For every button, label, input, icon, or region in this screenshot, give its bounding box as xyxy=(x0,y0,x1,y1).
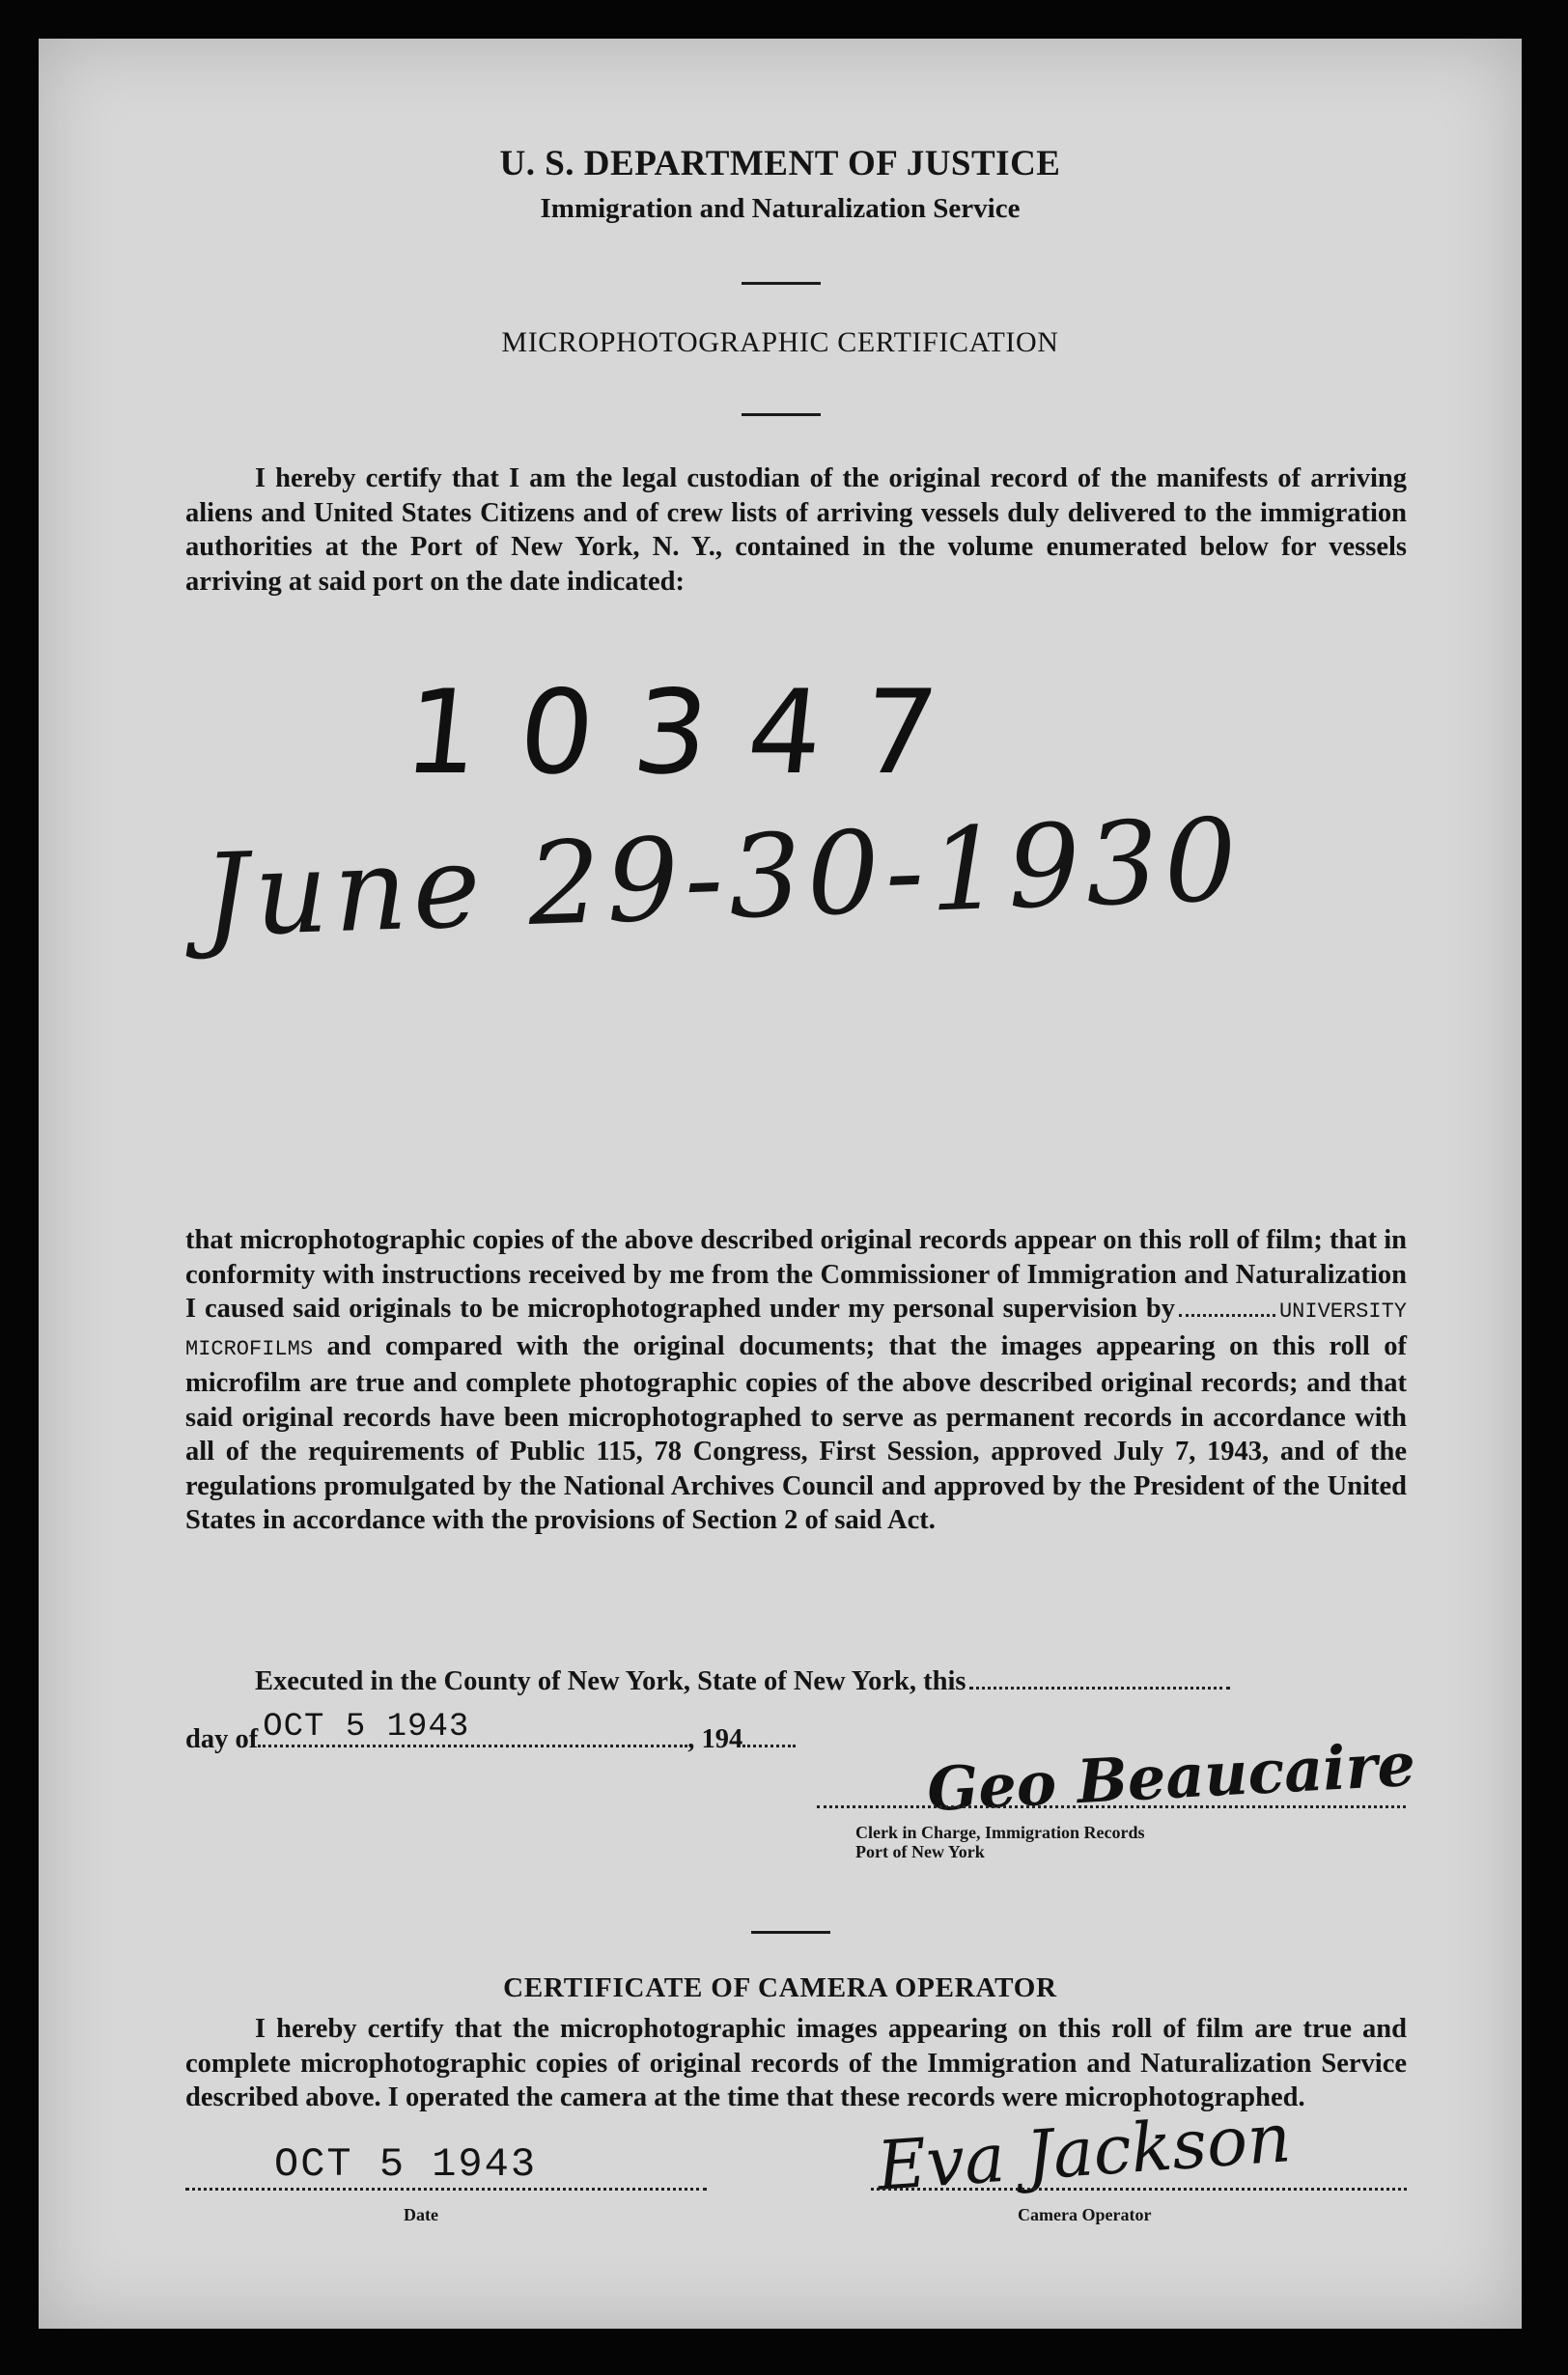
clerk-signature-line xyxy=(817,1805,1406,1808)
day-of-line xyxy=(185,1708,861,1757)
executed-text: Executed in the County of New York, State of New York, this xyxy=(255,1666,966,1696)
intro-paragraph xyxy=(185,461,1407,599)
clerk-title-line2: Port of New York xyxy=(855,1842,985,1861)
divider-bottom xyxy=(751,1931,830,1934)
year-prefix: , 194 xyxy=(687,1724,743,1754)
body-text-part2: and compared with the original documents; that the images appearing on this roll of microfilm are true and complete photographic copies of the above described original records; and that said original records have been microphotographed to serve as permanent records in accordance with all of the requirements of Public 115, 78 Congress, First Session, approved July 7, 1943, and of the regulations promulgated by the National Archives Council and approved by the President of the United States in accordance with the provisions of Section 2 of said Act. xyxy=(185,1330,1407,1535)
service-subheading: Immigration and Naturalization Service xyxy=(540,193,1021,224)
executed-line xyxy=(185,1664,1407,1699)
divider-middle xyxy=(742,413,821,416)
operator-signature-line xyxy=(871,2188,1407,2191)
camera-operator-text: I hereby certify that the microphotographic images appearing on this roll of film are true and complete microphotographic copies of original records of the Immigration and Naturalization Service described above. I operated the camera at the time that these records were microphotographed. xyxy=(185,2014,1407,2112)
date-label: Date xyxy=(404,2205,438,2224)
leader-dots xyxy=(1179,1314,1275,1317)
department-heading: U. S. DEPARTMENT OF JUSTICE xyxy=(499,144,1061,183)
year-dots xyxy=(742,1745,796,1747)
clerk-title-line1: Clerk in Charge, Immigration Records xyxy=(855,1823,1145,1842)
camera-operator-title: CERTIFICATE OF CAMERA OPERATOR xyxy=(503,1972,1057,2003)
body-paragraph xyxy=(185,1223,1407,1538)
operator-signature: Eva Jackson xyxy=(874,2098,1294,2206)
camera-operator-label: Camera Operator xyxy=(1018,2205,1152,2224)
body-text-part1: that microphotographic copies of the above described original records appear on this roll of film; that in conformity with instructions received by me from the Commissioner of Immigration and Naturalization I caused said originals to be microphotographed under my personal supervision by xyxy=(185,1225,1407,1324)
microfilm-company-stamp: UNIVERSITY MICROFILMS xyxy=(185,1299,1407,1361)
handwritten-volume-number: 10347 xyxy=(398,666,985,800)
handwritten-dates: June 29-30-1930 xyxy=(200,793,1246,963)
certification-title: MICROPHOTOGRAPHIC CERTIFICATION xyxy=(501,326,1059,358)
executed-dots xyxy=(969,1687,1230,1690)
certification-document xyxy=(39,39,1522,2329)
camera-operator-paragraph xyxy=(185,2012,1407,2115)
clerk-signature: Geo Beaucaire xyxy=(925,1728,1417,1826)
intro-text: I hereby certify that I am the legal custodian of the original record of the manifests of arriving aliens and United States Citizens and of crew lists of arriving vessels duly delivered to the immigration authorities at the Port of New York, N. Y., contained in the volume enumerated below for vessels arriving at said port on the date indicated: xyxy=(185,463,1407,597)
day-of-label: day of xyxy=(185,1724,259,1754)
divider-top xyxy=(742,282,821,285)
date-line xyxy=(185,2188,707,2191)
operator-date-stamp: OCT 5 1943 xyxy=(274,2141,538,2188)
day-of-dots xyxy=(258,1708,687,1747)
day-of-date-stamp: OCT 5 1943 xyxy=(263,1708,470,1746)
